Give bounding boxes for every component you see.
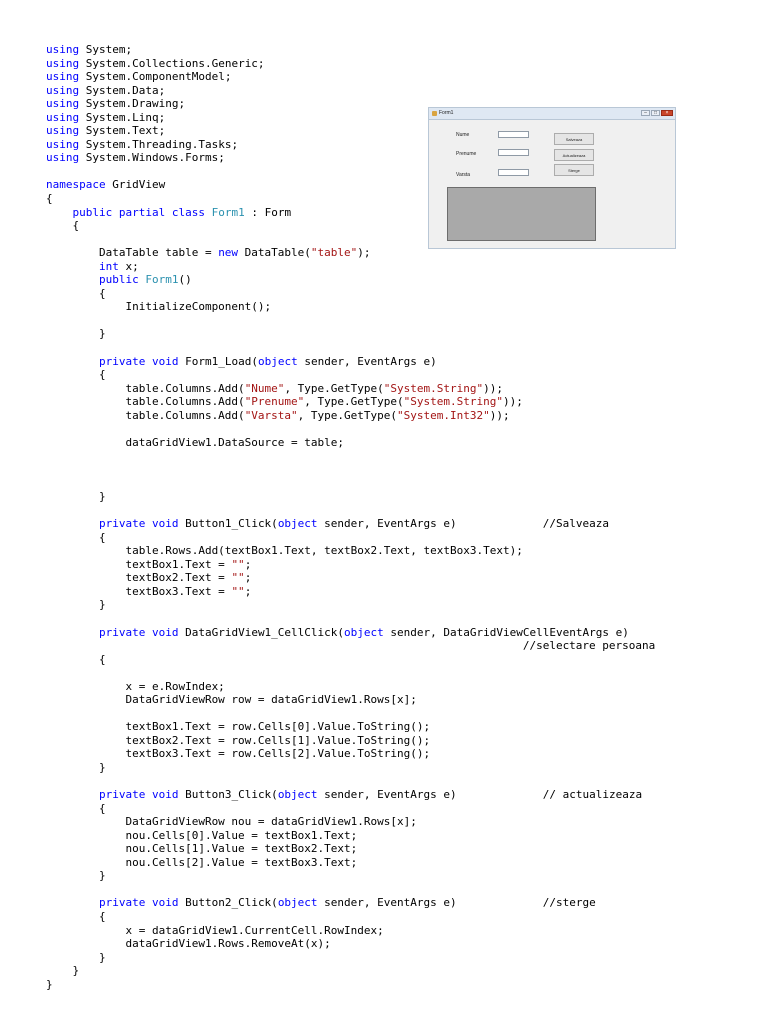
- code-token: System.Linq;: [79, 110, 166, 124]
- sterge-button: Sterge: [554, 164, 594, 176]
- code-line: [46, 612, 655, 626]
- code-token: [46, 273, 99, 286]
- code-token: using: [46, 43, 80, 56]
- code-token: ;: [244, 557, 252, 571]
- code-token: , Type.GetType(: [297, 408, 398, 422]
- code-token: [205, 206, 212, 219]
- code-token: private: [98, 354, 146, 368]
- code-token: Form1: [211, 205, 245, 219]
- code-token: using: [46, 56, 80, 70]
- code-token: , Type.GetType(: [284, 381, 384, 395]
- code-line: [46, 571, 655, 585]
- code-token: void: [151, 788, 179, 802]
- code-line: [46, 436, 655, 450]
- code-token: public: [72, 205, 113, 219]
- code-token: // actualizeaza: [542, 788, 643, 802]
- code-token: {: [46, 910, 106, 923]
- code-token: sender, EventArgs e): [317, 788, 543, 802]
- code-line: [46, 896, 655, 910]
- code-token: [145, 896, 152, 909]
- form-title: Form1: [439, 110, 454, 116]
- code-token: //sterge: [542, 896, 596, 910]
- code-line: [46, 910, 655, 924]
- code-token: System;: [79, 43, 133, 56]
- code-line: [46, 449, 655, 463]
- code-token: Form1: [145, 273, 179, 287]
- data-grid-view: [447, 187, 596, 241]
- code-line: [46, 815, 655, 829]
- form-title-bar: [429, 108, 675, 120]
- code-token: partial: [118, 205, 166, 219]
- code-line: [46, 869, 655, 883]
- code-token: private: [98, 788, 146, 802]
- code-token: textBox2.Text =: [46, 571, 232, 585]
- code-token: Button1_Click(: [178, 517, 278, 531]
- code-token: "System.String": [383, 381, 484, 395]
- code-line: [46, 395, 655, 409]
- code-line: [46, 70, 655, 84]
- code-token: }: [46, 950, 106, 964]
- code-line: [46, 273, 655, 287]
- code-token: "table": [310, 246, 358, 260]
- code-token: using: [46, 151, 80, 165]
- code-line: [46, 707, 655, 721]
- code-line: [46, 531, 655, 545]
- code-token: {: [46, 652, 106, 666]
- code-token: }: [46, 869, 106, 883]
- code-token: x = dataGridView1.CurrentCell.RowIndex;: [46, 923, 384, 937]
- code-token: using: [46, 97, 80, 111]
- code-token: using: [46, 137, 80, 151]
- code-token: x;: [118, 259, 139, 273]
- code-token: object: [344, 625, 384, 639]
- code-token: sender, EventArgs e): [317, 896, 543, 910]
- code-line: [46, 463, 655, 477]
- code-token: "System.String": [403, 395, 503, 409]
- minimize-icon: –: [641, 110, 650, 116]
- code-token: System.Text;: [79, 124, 166, 138]
- code-token: [46, 355, 99, 368]
- code-line: [46, 585, 655, 599]
- code-line: [46, 382, 655, 396]
- textbox-nume: [498, 131, 529, 138]
- code-line: [46, 775, 655, 789]
- code-token: void: [151, 354, 179, 368]
- code-token: [46, 788, 99, 801]
- code-token: {: [46, 192, 53, 206]
- code-token: {: [46, 368, 106, 382]
- code-line: [46, 788, 655, 802]
- code-token: }: [46, 490, 106, 504]
- code-line: [46, 314, 655, 328]
- salveaza-button: Salveaza: [554, 133, 594, 145]
- code-token: System.ComponentModel;: [79, 70, 232, 84]
- code-token: (): [178, 273, 192, 287]
- code-token: DataTable table =: [46, 246, 219, 260]
- code-line: [46, 978, 655, 992]
- code-line: [46, 951, 655, 965]
- code-token: "": [231, 584, 245, 598]
- code-token: );: [357, 246, 371, 260]
- code-line: [46, 639, 655, 653]
- code-line: [46, 327, 655, 341]
- code-token: }: [46, 760, 106, 774]
- code-token: System.Drawing;: [79, 97, 186, 111]
- code-line: [46, 680, 655, 694]
- code-line: [46, 747, 655, 761]
- app-icon: [432, 111, 437, 116]
- code-line: [46, 883, 655, 897]
- code-token: }: [46, 964, 80, 978]
- code-token: {: [46, 219, 80, 233]
- code-line: [46, 409, 655, 423]
- code-line: [46, 598, 655, 612]
- code-token: ));: [489, 408, 510, 422]
- code-token: dataGridView1.DataSource = table;: [46, 435, 345, 449]
- code-line: [46, 666, 655, 680]
- code-line: [46, 57, 655, 71]
- code-token: using: [46, 70, 80, 84]
- code-token: nou.Cells[2].Value = textBox3.Text;: [46, 855, 358, 869]
- label-nume: Nume: [456, 132, 470, 138]
- label-varsta: Varsta: [456, 172, 471, 178]
- code-token: new: [218, 246, 239, 260]
- code-token: "Prenume": [244, 395, 305, 409]
- code-token: void: [151, 896, 179, 910]
- code-token: InitializeComponent();: [46, 300, 272, 314]
- code-token: int: [98, 259, 119, 273]
- code-token: [145, 626, 152, 639]
- code-token: class: [171, 205, 205, 219]
- code-token: DataGridViewRow row = dataGridView1.Rows[x];: [46, 693, 417, 707]
- code-line: [46, 84, 655, 98]
- code-token: }: [46, 327, 106, 341]
- code-line: [46, 653, 655, 667]
- code-line: [46, 829, 655, 843]
- code-token: ;: [244, 571, 252, 585]
- code-token: table.Rows.Add(textBox1.Text, textBox2.Text, textBox3.Text);: [46, 544, 523, 558]
- code-token: textBox3.Text =: [46, 584, 232, 598]
- code-token: Button2_Click(: [178, 896, 278, 910]
- code-token: [46, 639, 523, 652]
- actualizeaza-button: Actualizeaza: [554, 149, 594, 161]
- code-token: object: [277, 517, 318, 531]
- code-token: x = e.RowIndex;: [46, 679, 225, 693]
- code-line: [46, 490, 655, 504]
- code-token: System.Threading.Tasks;: [79, 137, 239, 151]
- close-icon: ×: [661, 110, 673, 116]
- code-token: ;: [244, 584, 252, 598]
- code-token: {: [46, 530, 106, 544]
- code-token: [46, 896, 99, 909]
- code-token: void: [151, 517, 179, 531]
- code-line: [46, 355, 655, 369]
- code-token: //selectare persoana: [522, 639, 656, 653]
- code-token: sender, EventArgs e): [297, 354, 437, 368]
- textbox-varsta: [498, 169, 529, 176]
- window-controls: [641, 110, 673, 116]
- code-token: textBox3.Text = row.Cells[2].Value.ToString();: [46, 747, 431, 761]
- code-line: [46, 504, 655, 518]
- textbox-prenume: [498, 149, 529, 156]
- code-line: [46, 802, 655, 816]
- code-token: table.Columns.Add(: [46, 381, 245, 395]
- code-token: "Nume": [244, 381, 285, 395]
- code-token: ));: [483, 381, 503, 395]
- code-token: private: [98, 896, 146, 910]
- code-line: [46, 856, 655, 870]
- code-line: [46, 544, 655, 558]
- code-token: [165, 206, 172, 219]
- code-token: textBox1.Text =: [46, 557, 232, 571]
- code-token: void: [151, 625, 179, 639]
- code-token: [145, 788, 152, 801]
- code-line: [46, 924, 655, 938]
- form-screenshot: [428, 107, 676, 249]
- code-line: [46, 693, 655, 707]
- code-line: [46, 761, 655, 775]
- code-line: [46, 558, 655, 572]
- code-line: [46, 517, 655, 531]
- code-token: textBox2.Text = row.Cells[1].Value.ToString();: [46, 733, 431, 747]
- code-token: DataGridView1_CellClick(: [178, 625, 345, 639]
- code-token: table.Columns.Add(: [46, 408, 245, 422]
- code-token: Form1_Load(: [178, 354, 258, 368]
- code-token: sender, EventArgs e): [317, 517, 543, 531]
- code-token: , Type.GetType(: [304, 395, 404, 409]
- code-token: {: [46, 801, 106, 815]
- code-token: //Salveaza: [542, 517, 609, 531]
- code-token: Button3_Click(: [178, 788, 278, 802]
- code-token: [46, 260, 99, 273]
- code-token: DataTable(: [238, 246, 311, 260]
- code-token: using: [46, 124, 80, 138]
- code-token: object: [277, 896, 318, 910]
- code-token: namespace: [46, 178, 106, 192]
- code-token: System.Data;: [79, 83, 166, 97]
- code-line: [46, 720, 655, 734]
- code-token: : Form: [244, 205, 292, 219]
- maximize-icon: □: [651, 110, 660, 116]
- code-token: DataGridViewRow nou = dataGridView1.Rows[x];: [46, 815, 417, 829]
- code-token: System.Collections.Generic;: [79, 56, 265, 70]
- code-line: [46, 477, 655, 491]
- code-line: [46, 287, 655, 301]
- code-token: [112, 206, 119, 219]
- code-token: {: [46, 286, 106, 300]
- code-token: nou.Cells[1].Value = textBox2.Text;: [46, 842, 358, 856]
- code-line: [46, 964, 655, 978]
- code-token: sender, DataGridViewCellEventArgs e): [383, 625, 629, 639]
- code-token: "": [231, 571, 245, 585]
- code-line: [46, 43, 655, 57]
- code-token: }: [46, 977, 53, 991]
- code-line: [46, 260, 655, 274]
- code-line: [46, 300, 655, 314]
- code-line: [46, 842, 655, 856]
- code-token: }: [46, 598, 106, 612]
- code-token: ));: [502, 395, 523, 409]
- code-line: [46, 626, 655, 640]
- code-token: "": [231, 557, 245, 571]
- code-token: [46, 626, 99, 639]
- code-token: dataGridView1.Rows.RemoveAt(x);: [46, 937, 331, 951]
- code-token: System.Windows.Forms;: [79, 151, 225, 165]
- code-token: private: [98, 625, 146, 639]
- code-line: [46, 734, 655, 748]
- code-token: "System.Int32": [397, 408, 490, 422]
- label-prenume: Prenume: [456, 151, 477, 157]
- code-line: [46, 422, 655, 436]
- code-token: [46, 206, 73, 219]
- code-line: [46, 341, 655, 355]
- code-token: using: [46, 83, 80, 97]
- code-token: object: [257, 354, 298, 368]
- code-token: [145, 355, 152, 368]
- code-token: table.Columns.Add(: [46, 395, 245, 409]
- code-token: [46, 517, 99, 530]
- code-token: object: [277, 788, 318, 802]
- code-token: "Varsta": [244, 408, 298, 422]
- code-token: GridView: [105, 178, 166, 192]
- code-line: [46, 368, 655, 382]
- code-line: [46, 937, 655, 951]
- code-token: private: [98, 517, 146, 531]
- code-token: textBox1.Text = row.Cells[0].Value.ToString();: [46, 720, 431, 734]
- code-token: [145, 517, 152, 530]
- code-token: public: [98, 273, 139, 287]
- code-token: using: [46, 110, 80, 124]
- code-token: nou.Cells[0].Value = textBox1.Text;: [46, 828, 358, 842]
